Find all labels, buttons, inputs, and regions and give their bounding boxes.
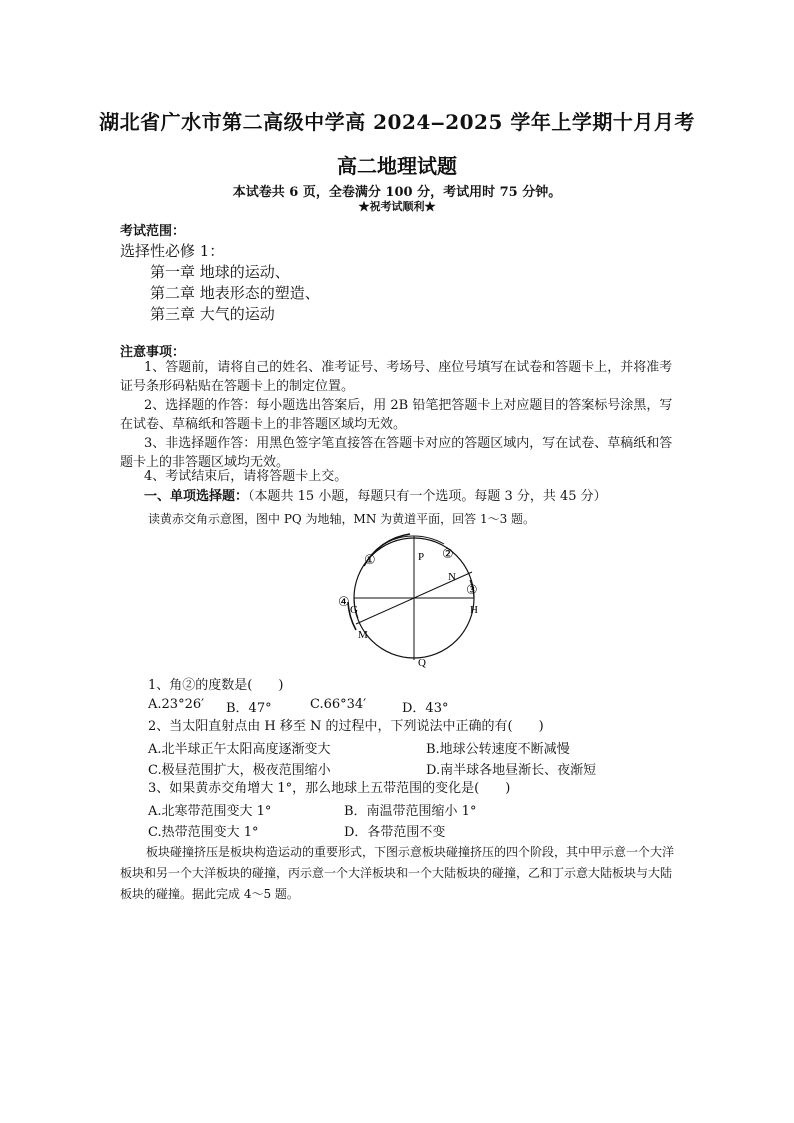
note-item-2: 2、选择题的作答：每小题选出答案后，用 2B 铅笔把答题卡上对应题目的答案标号涂黑，写在试卷、草稿纸和答题卡上的非答题区域均无效。 — [120, 398, 673, 432]
q2-stem: 2、当太阳直射点由 H 移至 N 的过程中，下列说法中正确的有( ) — [148, 719, 544, 734]
angle-mark-4: ④ — [338, 595, 350, 610]
section1-intro: 读黄赤交角示意图，图中 PQ 为地轴，MN 为黄道平面，回答 1～3 题。 — [148, 512, 536, 526]
label-q: Q — [418, 657, 426, 669]
angle-mark-2: ② — [442, 547, 454, 562]
section1-header — [144, 487, 607, 506]
q2-option-b: B.地球公转速度不断减慢 — [426, 742, 570, 757]
q3-stem: 3、如果黄赤交角增大 1°，那么地球上五带范围的变化是( ) — [148, 781, 511, 796]
section1-desc: （本题共 15 小题，每题只有一个选项。每题 3 分，共 45 分） — [248, 489, 607, 504]
q1-option-c: C.66°34′ — [310, 697, 367, 712]
scope-chapter-2: 第二章 地表形态的塑造、 — [150, 284, 320, 302]
scope-heading: 考试范围： — [120, 224, 186, 239]
label-g: G — [350, 604, 358, 616]
passage-plate-collision: 板块碰撞挤压是板块构造运动的重要形式，下图示意板块碰撞挤压的四个阶段，其中甲示意一个大洋板块和另一个大洋板块的碰撞，丙示意一个大洋板块和一个大陆板块的碰撞，乙和丁示意大陆板块与大陆板块的碰撞。据此完成 4～5 题。 — [120, 845, 675, 901]
q2-option-c: C.极昼范围扩大，极夜范围缩小 — [148, 763, 331, 778]
label-h: H — [470, 604, 478, 616]
scope-chapter-1: 第一章 地球的运动、 — [150, 263, 290, 281]
exam-info: 本试卷共 6 页，全卷满分 100 分，考试用时 75 分钟。 — [232, 185, 562, 200]
q3-option-d: D．各带范围不变 — [344, 825, 446, 840]
exam-subject-title: 高二地理试题 — [337, 154, 457, 178]
q1-stem: 1、角②的度数是( ) — [148, 678, 284, 693]
scope-chapter-3: 第三章 大气的运动 — [150, 305, 275, 323]
notes-heading: 注意事项： — [120, 345, 186, 360]
label-n: N — [448, 571, 456, 583]
q1-option-d: D．43° — [402, 701, 449, 716]
angle-mark-3: ③ — [466, 583, 478, 598]
scope-course: 选择性必修 1： — [120, 242, 225, 260]
q3-option-c: C.热带范围变大 1° — [148, 825, 259, 840]
q1-option-b: B．47° — [226, 701, 272, 716]
section1-heading: 一、单项选择题： — [144, 489, 249, 504]
q3-option-b: B．南温带范围缩小 1° — [344, 804, 477, 819]
q3-option-a: A.北寒带范围变大 1° — [148, 804, 272, 819]
q2-option-a: A.北半球正午太阳高度逐渐变大 — [148, 742, 331, 757]
exam-motto: ★祝考试顺利★ — [358, 200, 436, 213]
q1-option-a: A.23°26′ — [148, 697, 205, 712]
note-item-1: 1、答题前，请将自己的姓名、准考证号、考场号、座位号填写在试卷和答题卡上，并将准考证号条形码粘贴在答题卡上的制定位置。 — [120, 360, 673, 394]
q2-option-d: D.南半球各地昼渐长、夜渐短 — [426, 763, 597, 778]
angle-mark-1: ① — [364, 553, 376, 568]
label-p: P — [418, 551, 425, 563]
note-item-4: 4、考试结束后，请将答题卡上交。 — [144, 469, 348, 484]
ecliptic-obliquity-diagram — [336, 532, 496, 670]
exam-title: 湖北省广水市第二高级中学高 2024‒2025 学年上学期十月月考 — [99, 110, 695, 134]
label-m: M — [358, 629, 368, 641]
note-item-3: 3、非选择题作答：用黑色签字笔直接答在答题卡对应的答题区域内，写在试卷、草稿纸和答题卡上的非答题区域均无效。 — [120, 436, 673, 470]
